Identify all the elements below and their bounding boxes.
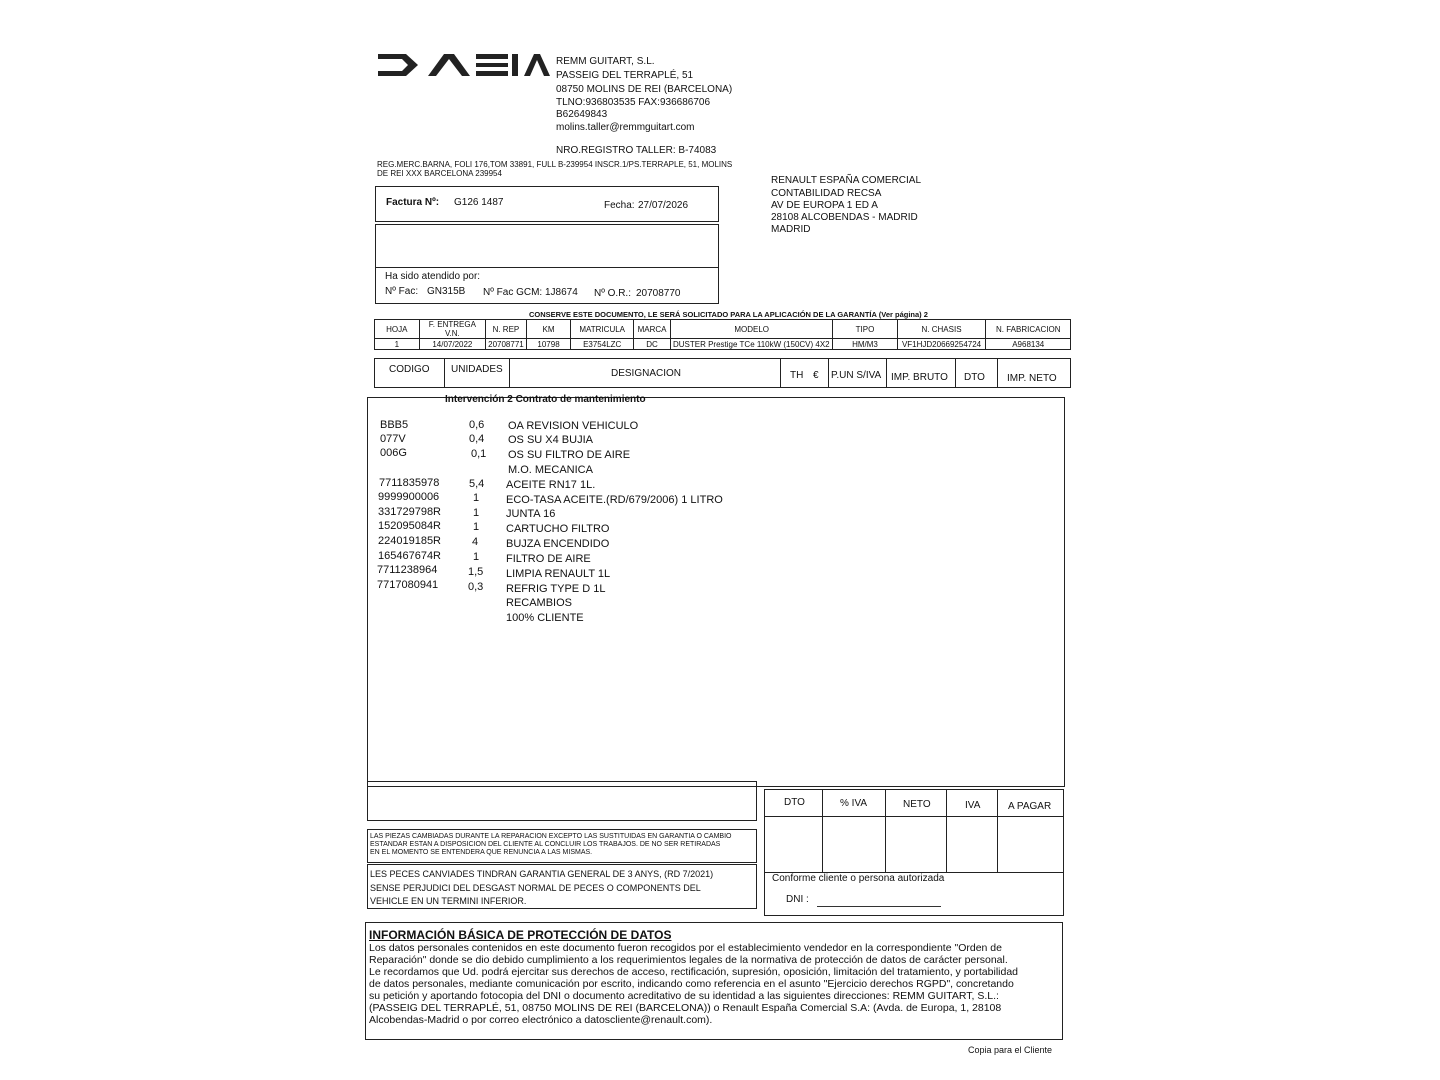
mercantile-registry: REG.MERC.BARNA, FOLI 176,TOM 33891, FULL B-239954 INSCR.1/PS.TERRAPLE, 51, MOLINS xyxy=(377,160,733,169)
fecha-value: 27/07/2026 xyxy=(638,200,689,211)
conforme-label: Conforme cliente o persona autorizada xyxy=(772,873,945,884)
or-label: Nº O.R.: xyxy=(594,288,631,299)
vehicle-fabricacion: A968134 xyxy=(986,339,1071,350)
nfac-value: GN315B xyxy=(427,286,466,297)
item-code: 006G xyxy=(380,447,407,459)
total-iva-pct: % IVA xyxy=(840,798,868,809)
item-code: 165467674R xyxy=(378,550,442,562)
parts-notice-line: EN EL MOMENTO SE ENTENDERA QUE RENUNCIA A LAS MISMAS. xyxy=(370,849,593,856)
item-desc: FILTRO DE AIRE xyxy=(506,553,591,565)
nfac-label: Nº Fac: xyxy=(385,286,419,297)
item-code: 224019185R xyxy=(378,535,442,547)
privacy-line: Alcobendas-Madrid o por correo electrónico a datoscliente@renault.com). xyxy=(369,1014,713,1026)
item-desc: CARTUCHO FILTRO xyxy=(506,523,610,535)
vehicle-header: N. FABRICACION xyxy=(986,320,1071,339)
guarantee-line: SENSE PERJUDICI DEL DESGAST NORMAL DE PECES O COMPONENTS DEL xyxy=(370,883,701,893)
parts-notice-line: LAS PIEZAS CAMBIADAS DURANTE LA REPARACION EXCEPTO LAS SUSTITUIDAS EN GARANTIA O CAMBIO xyxy=(370,833,732,840)
privacy-line: su petición y aportando fotocopia del DNI o documento acreditativo de su identidad a las siguientes direcciones: REMM GUITART, S.L.: xyxy=(369,990,999,1002)
item-desc: JUNTA 16 xyxy=(506,508,556,520)
recipient-line: 28108 ALCOBENDAS - MADRID xyxy=(771,212,918,223)
privacy-line: Le recordamos que Ud. podrá ejercitar sus derechos de acceso, rectificación, supresión, oposición, limitación del tratamiento, y portabilidad xyxy=(369,966,1019,978)
item-desc: ECO-TASA ACEITE.(RD/679/2006) 1 LITRO xyxy=(506,494,723,506)
factura-value: G126 1487 xyxy=(454,197,504,208)
privacy-box xyxy=(365,922,1063,1040)
item-units: 1 xyxy=(473,507,480,519)
item-units: 1 xyxy=(473,551,480,563)
privacy-line: (PASSEIG DEL TERRAPLÉ, 51, 08750 MOLINS DE REI (BARCELONA)) o Renault España Comercial S.A: (Avda. de Europa, 1, 28108 xyxy=(369,1002,1002,1014)
vehicle-hoja: 1 xyxy=(375,339,420,350)
copy-label: Copia para el Cliente xyxy=(968,1045,1053,1055)
item-code: 331729798R xyxy=(378,506,442,518)
vehicle-header: F. ENTREGA V.N. xyxy=(419,320,486,339)
dealer-line: PASSEIG DEL TERRAPLÉ, 51 xyxy=(556,70,694,81)
item-code: BBB5 xyxy=(380,419,409,431)
privacy-title: INFORMACIÓN BÁSICA DE PROTECCIÓN DE DATOS xyxy=(369,928,672,942)
vehicle-chasis: VF1HJD20669254724 xyxy=(897,339,986,350)
recipient-line: RENAULT ESPAÑA COMERCIAL xyxy=(771,175,922,186)
col-euro: € xyxy=(813,370,819,381)
item-desc: OA REVISION VEHICULO xyxy=(508,420,639,432)
vehicle-header: MODELO xyxy=(670,320,832,339)
item-desc: OS SU FILTRO DE AIRE xyxy=(508,449,631,461)
item-units: 0,4 xyxy=(469,433,485,445)
guarantee-box xyxy=(367,864,757,909)
vehicle-header: MATRICULA xyxy=(571,320,634,339)
total-a-pagar: A PAGAR xyxy=(1008,801,1052,812)
observations-box xyxy=(367,781,757,821)
item-code: 9999900006 xyxy=(378,491,440,503)
warranty-notice: CONSERVE ESTE DOCUMENTO, LE SERÁ SOLICITADO PARA LA APLICACIÓN DE LA GARANTÍA (Ver página) 2 xyxy=(529,310,928,319)
col-th: TH xyxy=(790,370,804,381)
gcm-label: Nº Fac GCM: xyxy=(483,287,543,298)
vehicle-header: N. REP xyxy=(486,320,527,339)
vehicle-entrega: 14/07/2022 xyxy=(419,339,486,350)
mercantile-registry: DE REI XXX BARCELONA 239954 xyxy=(377,169,502,178)
blank-box xyxy=(375,224,719,268)
total-iva: IVA xyxy=(965,800,981,811)
item-units: 0,3 xyxy=(468,581,484,593)
item-desc: OS SU X4 BUJIA xyxy=(508,434,593,446)
item-code: 7717080941 xyxy=(377,579,439,591)
invoice-number-box xyxy=(375,186,719,222)
parts-notice-line: ESTANDAR ESTAN A DISPOSICION DEL CLIENTE AL CONCLUIR LOS TRABAJOS. DE NO SER RETIRADAS xyxy=(370,841,721,848)
dni-label: DNI : xyxy=(786,894,809,905)
intervention-title: Intervención 2 Contrato de mantenimiento xyxy=(445,394,646,405)
total-neto: NETO xyxy=(903,799,931,810)
item-units: 0,6 xyxy=(469,419,485,431)
item-units: 1,5 xyxy=(468,566,484,578)
privacy-line: Reparación" donde se dio debido cumplimiento a los requerimientos legales de la normativa de protección de datos de carácter personal. xyxy=(369,954,1008,966)
vehicle-header: N. CHASIS xyxy=(897,320,986,339)
item-units: 1 xyxy=(473,521,480,533)
dealer-line: B62649843 xyxy=(556,109,608,120)
item-desc: BUJZA ENCENDIDO xyxy=(506,538,610,550)
guarantee-line: VEHICLE EN UN TERMINI INFERIOR. xyxy=(370,896,527,906)
col-bruto: IMP. BRUTO xyxy=(891,372,948,383)
col-dto: DTO xyxy=(964,372,985,383)
guarantee-line: LES PECES CANVIADES TINDRAN GARANTIA GENERAL DE 3 ANYS, (RD 7/2021) xyxy=(370,869,714,879)
vehicle-header: KM xyxy=(526,320,571,339)
recipient-line: CONTABILIDAD RECSA xyxy=(771,188,882,199)
fecha-label: Fecha: xyxy=(604,200,635,211)
vehicle-matricula: E3754LZC xyxy=(571,339,634,350)
privacy-line: de datos personales, mediante comunicación por escrito, indicando como referencia en el asunto "Ejercicio derechos RGPD", concretando xyxy=(369,978,1014,990)
item-code: 077V xyxy=(380,433,406,445)
total-dto: DTO xyxy=(784,797,805,808)
vehicle-nrep: 20708771 xyxy=(486,339,527,350)
item-units: 0,1 xyxy=(471,448,487,460)
parts-notice-box xyxy=(367,829,757,863)
item-units: 4 xyxy=(472,536,479,548)
signature-box xyxy=(764,866,1064,916)
dealer-line: TLNO:936803535 FAX:936686706 xyxy=(556,97,711,108)
workshop-registry: NRO.REGISTRO TALLER: B-74083 xyxy=(556,145,717,156)
vehicle-header: MARCA xyxy=(634,320,671,339)
item-desc: ACEITE RN17 1L. xyxy=(506,479,596,491)
vehicle-modelo: DUSTER Prestige TCe 110kW (150CV) 4X2 xyxy=(670,339,832,350)
attended-box xyxy=(375,266,719,304)
col-pun: P.UN S/IVA xyxy=(831,370,882,381)
vehicle-marca: DC xyxy=(634,339,671,350)
vehicle-header: HOJA xyxy=(375,320,420,339)
dealer-email: molins.taller@remmguitart.com xyxy=(556,122,695,133)
dealer-line: REMM GUITART, S.L. xyxy=(556,56,655,67)
privacy-line: Los datos personales contenidos en este documento fueron recogidos por el establecimiento vendedor en la correspondiente "Orden de xyxy=(369,942,1002,954)
vehicle-km: 10798 xyxy=(526,339,571,350)
gcm-value: 1J8674 xyxy=(545,287,578,298)
col-designacion: DESIGNACION xyxy=(611,368,682,379)
recipient-line: MADRID xyxy=(771,224,811,235)
item-code: 7711835978 xyxy=(379,477,440,489)
or-value: 20708770 xyxy=(636,288,681,299)
item-desc: LIMPIA RENAULT 1L xyxy=(506,568,611,580)
attended-label: Ha sido atendido por: xyxy=(385,271,481,282)
dni-signature-line xyxy=(817,906,941,907)
dealer-line: 08750 MOLINS DE REI (BARCELONA) xyxy=(556,84,733,95)
dacia-logo xyxy=(378,52,550,78)
item-units: 1 xyxy=(473,492,480,504)
item-code: 152095084R xyxy=(378,520,442,532)
item-desc: RECAMBIOS xyxy=(506,597,573,609)
vehicle-tipo: HM/M3 xyxy=(833,339,897,350)
item-desc: 100% CLIENTE xyxy=(506,612,584,624)
vehicle-header: TIPO xyxy=(833,320,897,339)
lines-header xyxy=(374,358,1071,388)
item-desc: M.O. MECANICA xyxy=(508,464,593,476)
col-codigo: CODIGO xyxy=(389,364,430,375)
item-desc: REFRIG TYPE D 1L xyxy=(506,583,606,595)
vehicle-table xyxy=(374,319,1071,350)
col-neto: IMP. NETO xyxy=(1007,373,1057,384)
totals-box xyxy=(764,789,1064,873)
recipient-line: AV DE EUROPA 1 ED A xyxy=(771,200,878,211)
col-unidades: UNIDADES xyxy=(451,364,503,375)
item-code: 7711238964 xyxy=(377,564,438,576)
factura-label: Factura Nº: xyxy=(386,197,440,208)
item-units: 5,4 xyxy=(469,478,485,490)
